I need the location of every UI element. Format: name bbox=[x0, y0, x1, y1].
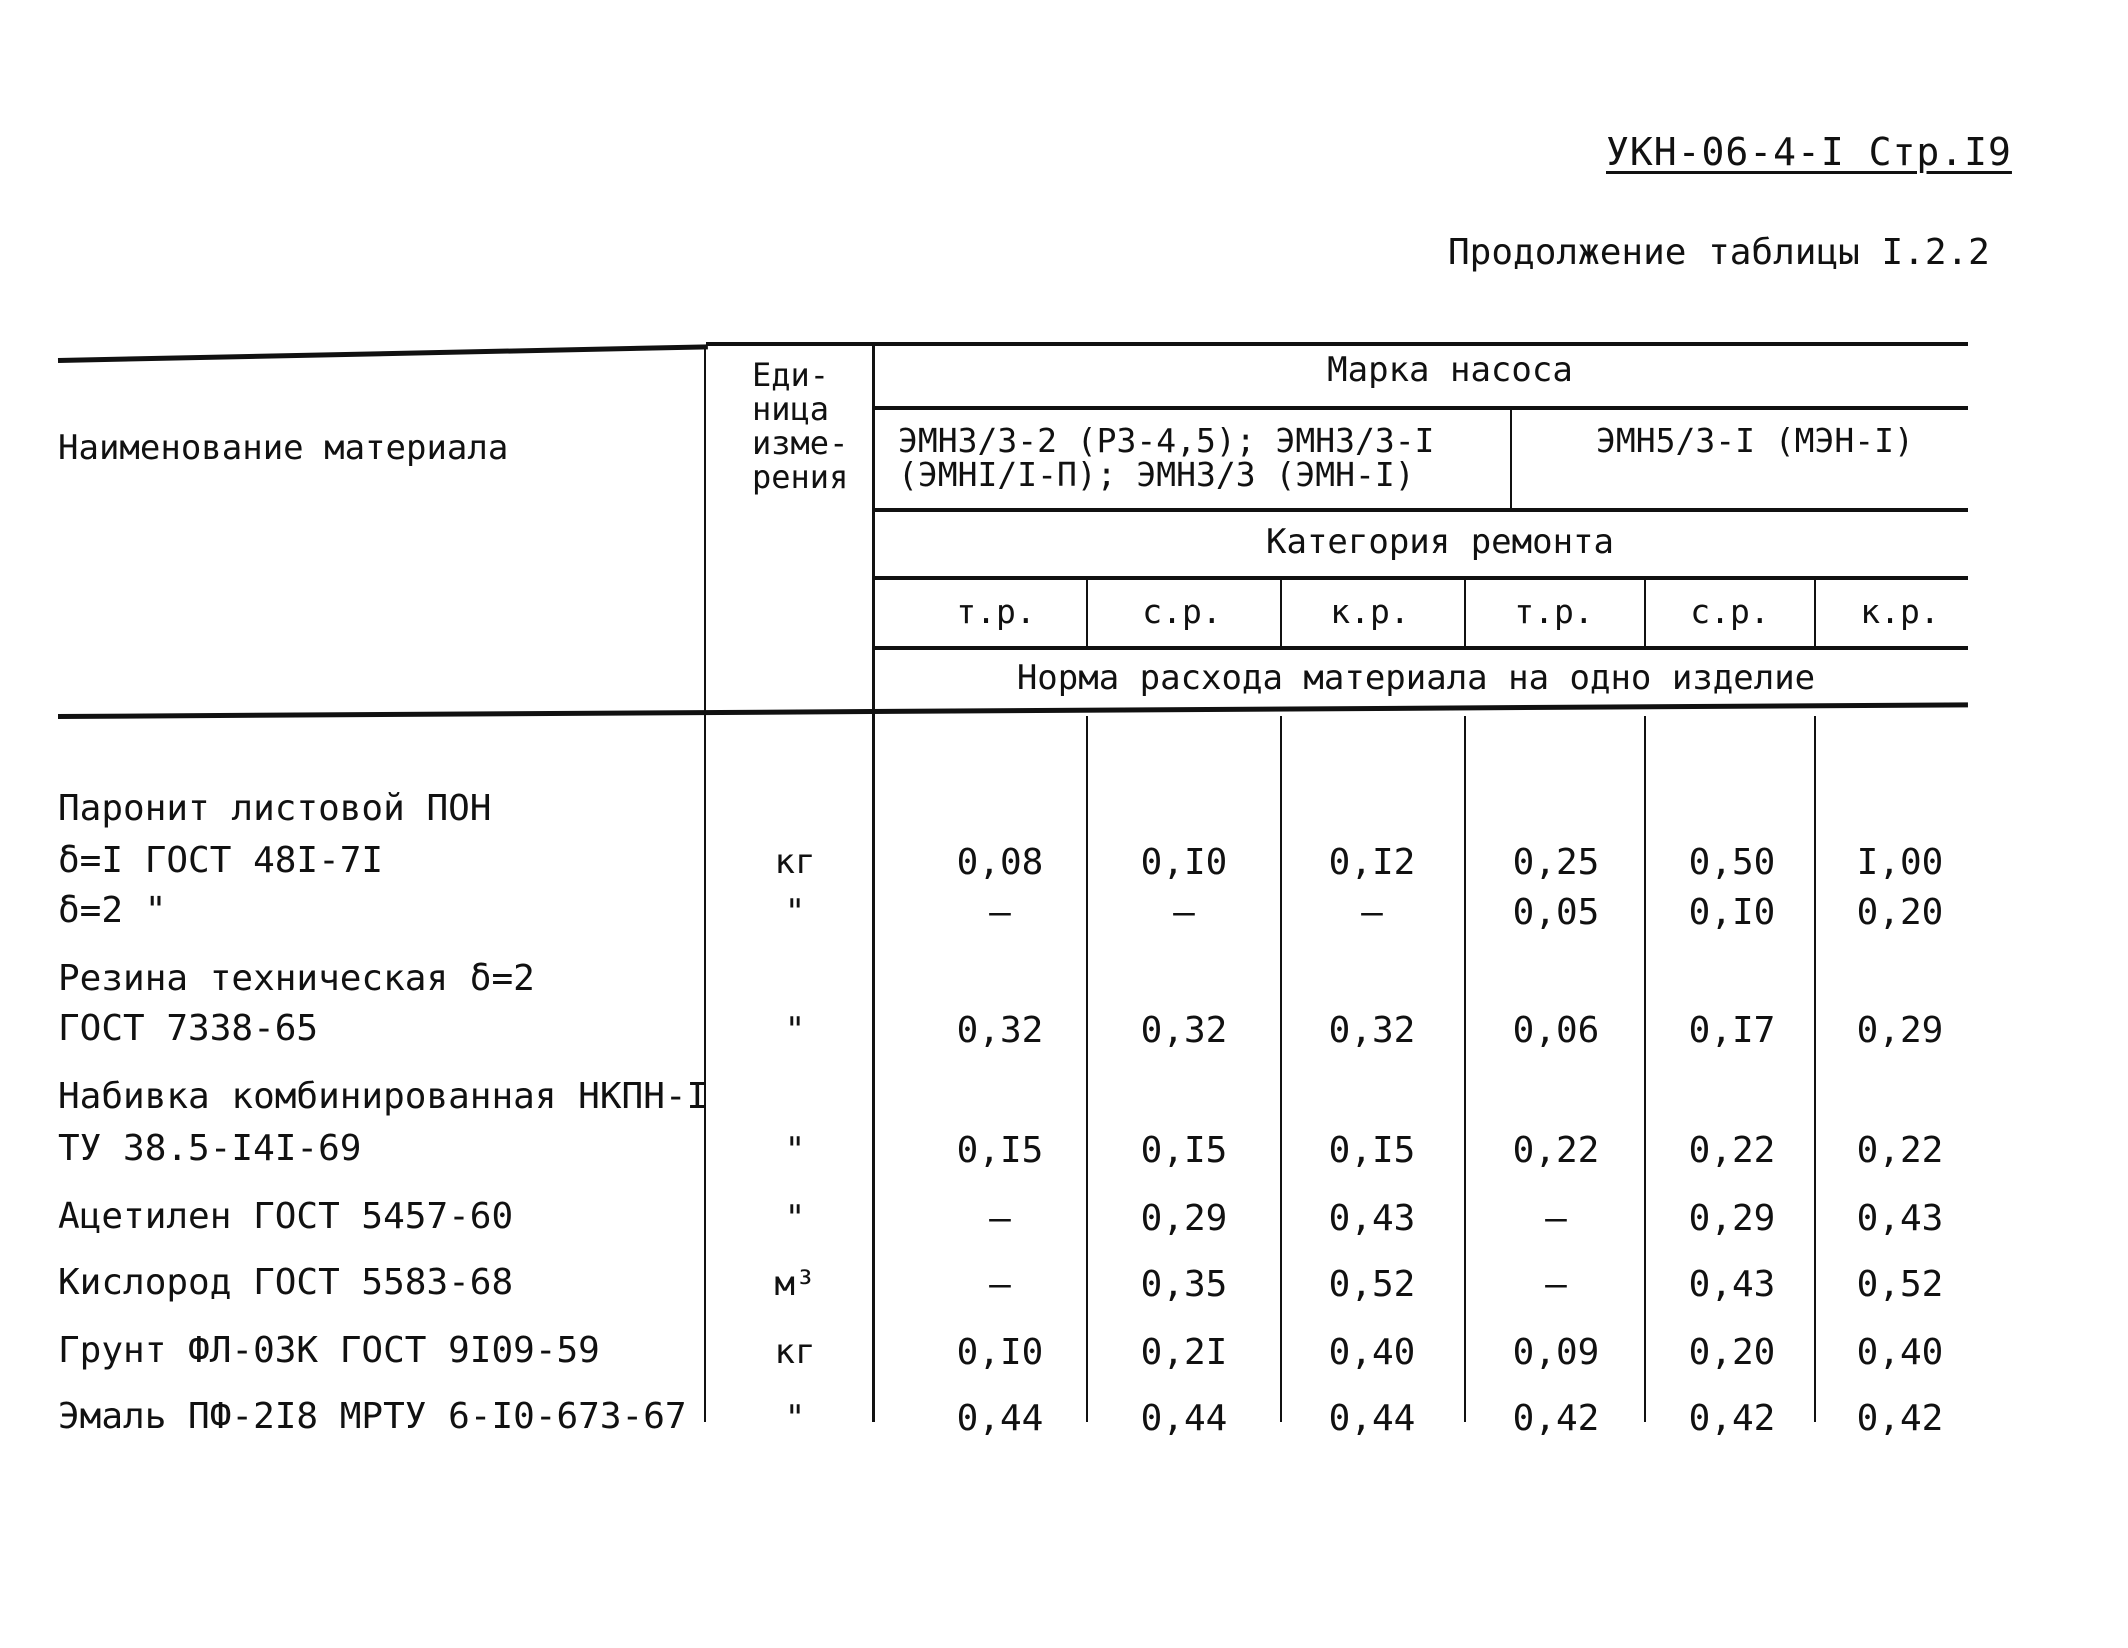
category-title-rule bbox=[874, 508, 1968, 512]
value-cell: 0,05 bbox=[1512, 892, 1600, 933]
pump-group-2: ЭМН5/3-I (МЭН-I) bbox=[1596, 421, 1914, 460]
unit-cell: кг bbox=[774, 1332, 816, 1372]
pump-group-1-line-2: (ЭМНI/I-П); ЭМН3/3 (ЭМН-I) bbox=[898, 455, 1415, 494]
material-name: Грунт ФЛ-03К ГОСТ 9I09-59 bbox=[58, 1330, 600, 1371]
body-col-divider-2 bbox=[1280, 716, 1282, 1422]
value-cell: 0,I5 bbox=[956, 1130, 1044, 1171]
category-kr-1: к.р. bbox=[1330, 592, 1410, 631]
value-cell: 0,29 bbox=[1856, 1010, 1944, 1051]
table-top-rule-left bbox=[58, 344, 708, 363]
repair-category-header: Категория ремонта bbox=[1266, 522, 1614, 562]
material-name: Паронит листовой ПОН bbox=[58, 788, 492, 829]
value-cell: 0,42 bbox=[1512, 1398, 1600, 1439]
unit-column-header: Еди- ница изме- рения bbox=[752, 356, 849, 496]
value-cell: 0,I5 bbox=[1328, 1130, 1416, 1171]
value-cell: 0,40 bbox=[1328, 1332, 1416, 1373]
unit-cell: кг bbox=[774, 842, 816, 882]
body-col-divider-1 bbox=[1086, 716, 1088, 1422]
value-cell: 0,44 bbox=[1328, 1398, 1416, 1439]
body-col-divider-5 bbox=[1814, 716, 1816, 1422]
value-cell: – bbox=[1173, 892, 1195, 933]
group-divider-rule bbox=[1510, 406, 1512, 510]
material-name: Кислород ГОСТ 5583-68 bbox=[58, 1262, 514, 1303]
category-tr-1: т.р. bbox=[956, 592, 1036, 631]
pump-group-1-line-1: ЭМН3/3-2 (Р3-4,5); ЭМН3/3-I bbox=[898, 421, 1435, 460]
material-name: δ=I ГОСТ 48I-7I bbox=[58, 840, 384, 881]
value-cell: 0,2I bbox=[1140, 1332, 1228, 1373]
category-sr-2: с.р. bbox=[1690, 592, 1770, 631]
header-bottom-rule bbox=[58, 702, 1968, 719]
value-cell: – bbox=[989, 1264, 1011, 1305]
value-cell: 0,42 bbox=[1856, 1398, 1944, 1439]
pump-brand-header: Марка насоса bbox=[1327, 350, 1573, 390]
value-cell: 0,43 bbox=[1688, 1264, 1776, 1305]
value-cell: 0,20 bbox=[1856, 892, 1944, 933]
value-cell: 0,20 bbox=[1688, 1332, 1776, 1373]
col-divider-5 bbox=[1814, 578, 1816, 648]
value-cell: 0,50 bbox=[1688, 842, 1776, 883]
value-cell: 0,35 bbox=[1140, 1264, 1228, 1305]
value-cell: 0,22 bbox=[1856, 1130, 1944, 1171]
value-cell: 0,40 bbox=[1856, 1332, 1944, 1373]
value-cell: 0,29 bbox=[1140, 1198, 1228, 1239]
value-cell: 0,42 bbox=[1688, 1398, 1776, 1439]
value-cell: I,00 bbox=[1856, 842, 1944, 883]
unit-cell: " bbox=[784, 1010, 806, 1050]
value-cell: 0,06 bbox=[1512, 1010, 1600, 1051]
unit-cell: " bbox=[784, 1198, 806, 1238]
value-cell: 0,44 bbox=[1140, 1398, 1228, 1439]
document-code: УКН-06-4-I Стр.I9 bbox=[1606, 130, 2012, 174]
value-cell: 0,32 bbox=[1140, 1010, 1228, 1051]
unit-column-left-rule bbox=[704, 346, 706, 1422]
value-cell: 0,25 bbox=[1512, 842, 1600, 883]
value-cell: – bbox=[1545, 1198, 1567, 1239]
material-name: Ацетилен ГОСТ 5457-60 bbox=[58, 1196, 514, 1237]
value-cell: 0,I5 bbox=[1140, 1130, 1228, 1171]
unit-cell: м³ bbox=[774, 1264, 816, 1304]
category-sr-1: с.р. bbox=[1142, 592, 1222, 631]
material-name: ТУ 38.5-I4I-69 bbox=[58, 1128, 362, 1169]
value-cell: – bbox=[1545, 1264, 1567, 1305]
value-cell: 0,I0 bbox=[956, 1332, 1044, 1373]
body-col-divider-4 bbox=[1644, 716, 1646, 1422]
col-divider-3 bbox=[1464, 578, 1466, 648]
table-continuation-title: Продолжение таблицы I.2.2 bbox=[1448, 232, 1990, 273]
value-cell: 0,43 bbox=[1856, 1198, 1944, 1239]
category-rule bbox=[874, 576, 1968, 580]
material-name: ГОСТ 7338-65 bbox=[58, 1008, 319, 1049]
value-cell: 0,29 bbox=[1688, 1198, 1776, 1239]
value-cell: 0,I2 bbox=[1328, 842, 1416, 883]
group-rule bbox=[874, 406, 1968, 410]
value-cell: 0,43 bbox=[1328, 1198, 1416, 1239]
value-cell: 0,I7 bbox=[1688, 1010, 1776, 1051]
value-cell: – bbox=[989, 892, 1011, 933]
value-cell: 0,I0 bbox=[1688, 892, 1776, 933]
unit-cell: " bbox=[784, 1398, 806, 1438]
norm-rule bbox=[874, 646, 1968, 650]
value-cell: 0,09 bbox=[1512, 1332, 1600, 1373]
unit-cell: " bbox=[784, 1130, 806, 1170]
material-name: Резина техническая δ=2 bbox=[58, 958, 535, 999]
material-name: Эмаль ПФ-2I8 МРТУ 6-I0-673-67 bbox=[58, 1396, 687, 1437]
category-tr-2: т.р. bbox=[1514, 592, 1594, 631]
material-column-header: Наименование материала bbox=[58, 428, 509, 468]
value-cell: 0,52 bbox=[1328, 1264, 1416, 1305]
value-cell: 0,08 bbox=[956, 842, 1044, 883]
col-divider-2 bbox=[1280, 578, 1282, 648]
norm-header: Норма расхода материала на одно изделие bbox=[1016, 658, 1816, 698]
value-cell: 0,32 bbox=[1328, 1010, 1416, 1051]
value-cell: 0,52 bbox=[1856, 1264, 1944, 1305]
col-divider-4 bbox=[1644, 578, 1646, 648]
value-cell: 0,44 bbox=[956, 1398, 1044, 1439]
col-divider-1 bbox=[1086, 578, 1088, 648]
unit-cell: " bbox=[784, 892, 806, 932]
material-name: Набивка комбинированная НКПН-I bbox=[58, 1076, 709, 1117]
value-cell: – bbox=[1361, 892, 1383, 933]
table-top-rule-right bbox=[706, 342, 1968, 346]
value-cell: 0,22 bbox=[1512, 1130, 1600, 1171]
category-kr-2: к.р. bbox=[1860, 592, 1940, 631]
value-cell: – bbox=[989, 1198, 1011, 1239]
material-name: δ=2 " bbox=[58, 890, 167, 931]
value-cell: 0,I0 bbox=[1140, 842, 1228, 883]
unit-column-right-rule bbox=[872, 342, 875, 1422]
value-cell: 0,22 bbox=[1688, 1130, 1776, 1171]
value-cell: 0,32 bbox=[956, 1010, 1044, 1051]
body-col-divider-3 bbox=[1464, 716, 1466, 1422]
